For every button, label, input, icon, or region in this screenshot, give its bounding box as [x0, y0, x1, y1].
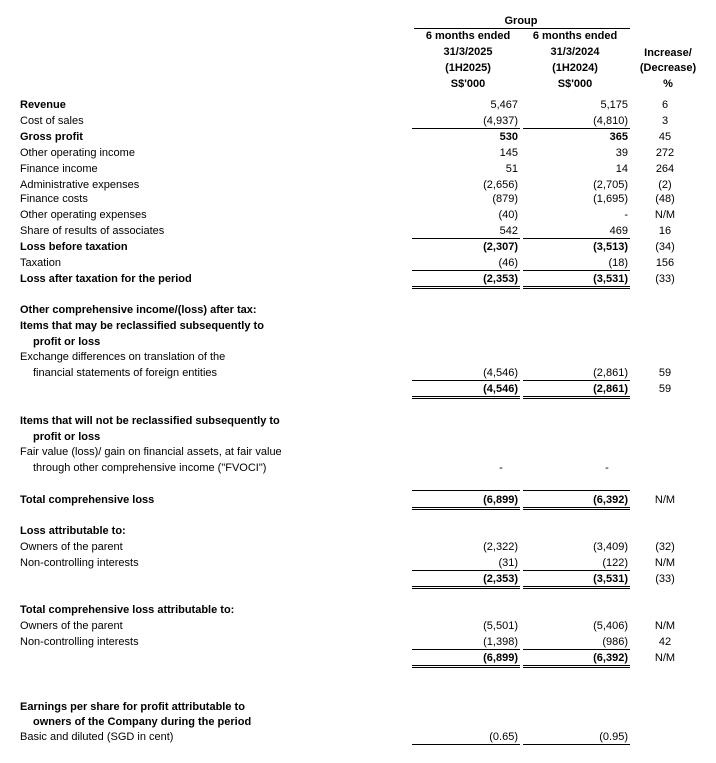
double-underline-loss-attr-v1-a — [412, 586, 520, 587]
row-finance-costs-pct: (48) — [655, 193, 675, 205]
row-loss-after-tax-pct: (33) — [655, 273, 675, 285]
loss-attr-owners-v1: (2,322) — [483, 541, 518, 553]
overline-tcl-v2 — [523, 490, 630, 491]
oci-noreclass-heading-1: Items that will not be reclassified subsequently to — [20, 415, 280, 427]
row-administrative-expenses-pct: (2) — [658, 179, 672, 191]
underline-oci-exchange-v2 — [523, 380, 630, 381]
row-loss-after-tax-v2: (3,531) — [593, 273, 628, 285]
tcl-attr-nci-pct: 42 — [658, 636, 672, 648]
double-underline-oci-total-v2-b — [523, 398, 630, 399]
row-share-of-results-pct: 16 — [658, 225, 672, 237]
header-col1-line3: (1H2025) — [445, 62, 491, 74]
row-finance-costs-v1: (879) — [492, 193, 518, 205]
row-other-operating-expenses-pct: N/M — [654, 209, 676, 221]
row-revenue-label: Revenue — [20, 99, 66, 111]
oci-exchange-v1: (4,546) — [483, 367, 518, 379]
total-comprehensive-loss-v1: (6,899) — [483, 494, 518, 506]
double-underline-loss-attr-v2-b — [523, 588, 630, 589]
header-col2-line3: (1H2024) — [552, 62, 598, 74]
tcl-attr-nci-v2: (986) — [602, 636, 628, 648]
tcl-attr-owners-pct: N/M — [654, 620, 676, 632]
loss-attributable-heading: Loss attributable to: — [20, 525, 126, 537]
double-underline-loss-after-tax-v2-b — [523, 288, 630, 289]
header-col1-line1: 6 months ended — [425, 30, 511, 42]
loss-attr-owners-label: Owners of the parent — [20, 541, 123, 553]
row-cost-of-sales-v2: (4,810) — [593, 115, 628, 127]
loss-attr-total-v1: (2,353) — [483, 573, 518, 585]
row-revenue-pct: 6 — [661, 99, 669, 111]
oci-exchange-total-v2: (2,861) — [593, 383, 628, 395]
oci-fv-v1: - — [499, 462, 503, 474]
double-underline-oci-total-v2-a — [523, 396, 630, 397]
double-underline-tcl-v2-b — [523, 509, 630, 510]
oci-heading: Other comprehensive income/(loss) after tax: — [20, 304, 257, 316]
oci-noreclass-heading-2: profit or loss — [33, 431, 101, 443]
oci-reclass-heading-1: Items that may be reclassified subsequently to — [20, 320, 264, 332]
row-taxation-v1: (46) — [498, 257, 518, 269]
row-other-operating-income-v2: 39 — [615, 147, 628, 159]
underline-cost-of-sales-v2 — [523, 128, 630, 129]
header-col3-line3: % — [663, 78, 673, 90]
row-finance-costs-v2: (1,695) — [593, 193, 628, 205]
underline-taxation-v2 — [523, 270, 630, 271]
total-comprehensive-loss-v2: (6,392) — [593, 494, 628, 506]
underline-eps-v1 — [412, 744, 520, 745]
eps-v2: (0.95) — [599, 731, 628, 743]
double-underline-loss-after-tax-v1-b — [412, 288, 520, 289]
double-underline-tcl-v2-a — [523, 507, 630, 508]
eps-v1: (0.65) — [489, 731, 518, 743]
underline-loss-attr-nci-v1 — [412, 570, 520, 571]
tcl-attr-nci-label: Non-controlling interests — [20, 636, 139, 648]
row-loss-before-tax-v1: (2,307) — [483, 241, 518, 253]
loss-attr-nci-v1: (31) — [498, 557, 518, 569]
underline-loss-attr-nci-v2 — [523, 570, 630, 571]
oci-exchange-label-2: financial statements of foreign entities — [33, 367, 218, 379]
row-taxation-label: Taxation — [20, 257, 61, 269]
row-administrative-expenses-v2: (2,705) — [593, 179, 628, 191]
oci-exchange-v2: (2,861) — [593, 367, 628, 379]
row-gross-profit-v2: 365 — [609, 131, 628, 143]
header-col3-line1: Increase/ — [644, 47, 692, 59]
row-other-operating-expenses-v1: (40) — [498, 209, 518, 221]
double-underline-tcl-v1-b — [412, 509, 520, 510]
header-col2-line4: S$'000 — [557, 78, 593, 90]
double-underline-tcl-v1-a — [412, 507, 520, 508]
eps-label: Basic and diluted (SGD in cent) — [20, 731, 174, 743]
row-loss-after-tax-label: Loss after taxation for the period — [20, 273, 192, 285]
oci-reclass-heading-2: profit or loss — [33, 336, 101, 348]
total-comprehensive-loss-label: Total comprehensive loss — [20, 494, 155, 506]
loss-attr-nci-label: Non-controlling interests — [20, 557, 139, 569]
loss-attr-owners-v2: (3,409) — [593, 541, 628, 553]
header-col1-line4: S$'000 — [450, 78, 486, 90]
header-group: Group — [504, 15, 538, 27]
row-cost-of-sales-pct: 3 — [661, 115, 669, 127]
row-loss-before-tax-pct: (34) — [655, 241, 675, 253]
overline-tcl-v1 — [412, 490, 520, 491]
double-underline-loss-after-tax-v2-a — [523, 286, 630, 287]
row-share-of-results-v2: 469 — [609, 225, 628, 237]
row-finance-income-pct: 264 — [655, 163, 675, 175]
loss-attr-total-pct: (33) — [655, 573, 675, 585]
row-finance-income-v1: 51 — [505, 163, 518, 175]
row-loss-before-tax-v2: (3,513) — [593, 241, 628, 253]
underline-tcl-attr-nci-v2 — [523, 649, 630, 650]
underline-taxation-v1 — [412, 270, 520, 271]
row-administrative-expenses-v1: (2,656) — [483, 179, 518, 191]
row-cost-of-sales-label: Cost of sales — [20, 115, 84, 127]
underline-eps-v2 — [523, 744, 630, 745]
loss-attr-nci-pct: N/M — [654, 557, 676, 569]
row-loss-after-tax-v1: (2,353) — [483, 273, 518, 285]
row-administrative-expenses-label: Administrative expenses — [20, 179, 140, 191]
double-underline-oci-total-v1-a — [412, 396, 520, 397]
tcl-attr-owners-v1: (5,501) — [483, 620, 518, 632]
row-gross-profit-label: Gross profit — [20, 131, 83, 143]
oci-exchange-pct: 59 — [658, 367, 672, 379]
eps-heading-1: Earnings per share for profit attributable to — [20, 701, 245, 713]
row-loss-before-tax-label: Loss before taxation — [20, 241, 128, 253]
header-col1-line2: 31/3/2025 — [443, 46, 493, 58]
header-col3-line2: (Decrease) — [639, 62, 697, 74]
row-other-operating-income-v1: 145 — [499, 147, 518, 159]
row-other-operating-income-pct: 272 — [655, 147, 675, 159]
row-taxation-v2: (18) — [608, 257, 628, 269]
row-gross-profit-v1: 530 — [499, 131, 518, 143]
double-underline-loss-after-tax-v1-a — [412, 286, 520, 287]
oci-fv-v2: - — [605, 462, 609, 474]
row-finance-costs-label: Finance costs — [20, 193, 88, 205]
tcl-attr-nci-v1: (1,398) — [483, 636, 518, 648]
row-share-of-results-label: Share of results of associates — [20, 225, 165, 237]
double-underline-loss-attr-v2-a — [523, 586, 630, 587]
underline-tcl-attr-nci-v1 — [412, 649, 520, 650]
underline-oci-exchange-v1 — [412, 380, 520, 381]
header-col2-line1: 6 months ended — [532, 30, 618, 42]
underline-share-of-results-v2 — [523, 238, 630, 239]
header-group-underline — [414, 28, 630, 29]
tcl-attr-total-pct: N/M — [654, 652, 676, 664]
double-underline-loss-attr-v1-b — [412, 588, 520, 589]
row-taxation-pct: 156 — [655, 257, 675, 269]
tcl-attr-owners-v2: (5,406) — [593, 620, 628, 632]
double-underline-tcl-attr-v1-a — [412, 665, 520, 666]
row-finance-income-v2: 14 — [615, 163, 628, 175]
total-comprehensive-loss-pct: N/M — [654, 494, 676, 506]
row-gross-profit-pct: 45 — [658, 131, 672, 143]
tcl-attributable-heading: Total comprehensive loss attributable to: — [20, 604, 235, 616]
double-underline-tcl-attr-v2-a — [523, 665, 630, 666]
row-other-operating-expenses-v2: - — [624, 209, 628, 221]
header-col2-line2: 31/3/2024 — [550, 46, 600, 58]
row-cost-of-sales-v1: (4,937) — [483, 115, 518, 127]
oci-exchange-total-pct: 59 — [658, 383, 672, 395]
row-revenue-v2: 5,175 — [600, 99, 628, 111]
loss-attr-total-v2: (3,531) — [593, 573, 628, 585]
oci-exchange-label-1: Exchange differences on translation of the — [20, 351, 226, 363]
underline-share-of-results-v1 — [412, 238, 520, 239]
row-other-operating-income-label: Other operating income — [20, 147, 135, 159]
oci-fv-label-2: through other comprehensive income ("FVOCI") — [33, 462, 267, 474]
double-underline-oci-total-v1-b — [412, 398, 520, 399]
eps-heading-2: owners of the Company during the period — [33, 716, 252, 728]
tcl-attr-total-v2: (6,392) — [593, 652, 628, 664]
loss-attr-nci-v2: (122) — [602, 557, 628, 569]
row-revenue-v1: 5,467 — [490, 99, 518, 111]
row-finance-income-label: Finance income — [20, 163, 98, 175]
oci-exchange-total-v1: (4,546) — [483, 383, 518, 395]
double-underline-tcl-attr-v2-b — [523, 667, 630, 668]
row-share-of-results-v1: 542 — [499, 225, 518, 237]
tcl-attr-owners-label: Owners of the parent — [20, 620, 123, 632]
oci-fv-label-1: Fair value (loss)/ gain on financial assets, at fair value — [20, 446, 282, 458]
double-underline-tcl-attr-v1-b — [412, 667, 520, 668]
underline-cost-of-sales-v1 — [412, 128, 520, 129]
tcl-attr-total-v1: (6,899) — [483, 652, 518, 664]
row-other-operating-expenses-label: Other operating expenses — [20, 209, 147, 221]
loss-attr-owners-pct: (32) — [655, 541, 675, 553]
